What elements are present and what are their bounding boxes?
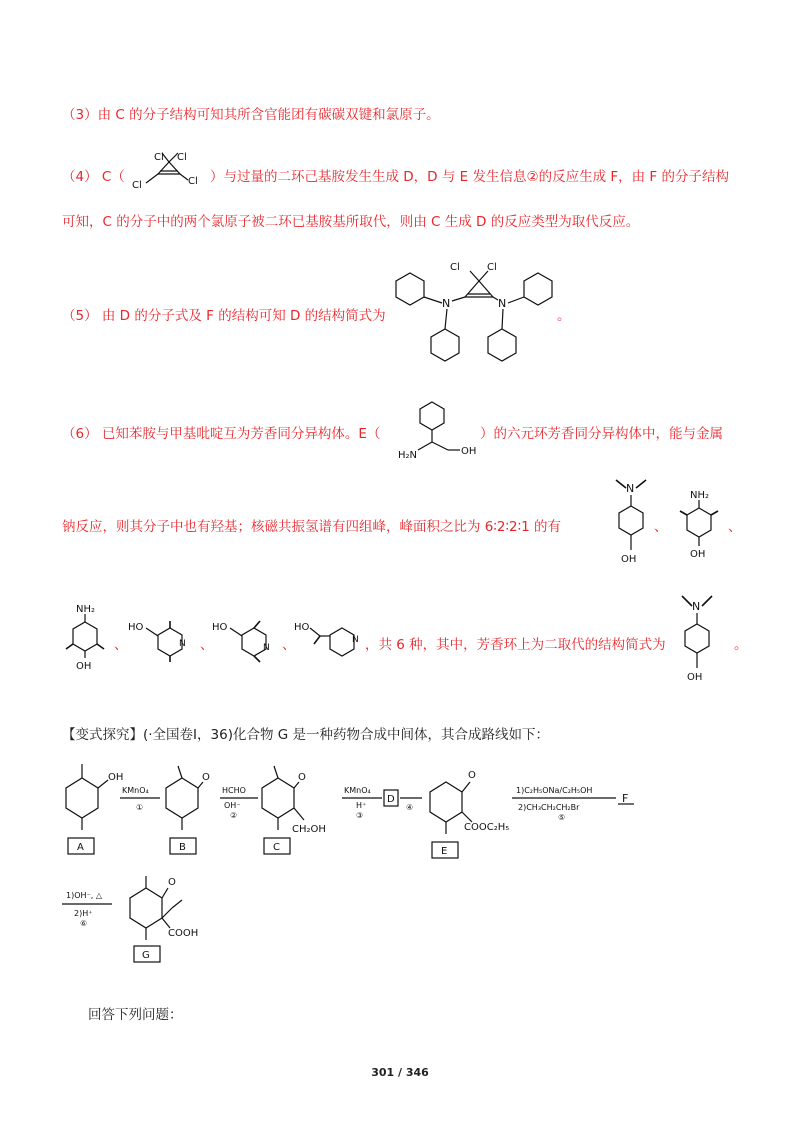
svg-text:B: B xyxy=(179,842,186,853)
isomer-1 xyxy=(612,478,652,570)
svg-text:Cl: Cl xyxy=(188,176,198,187)
svg-text:O: O xyxy=(202,772,210,783)
structure-e xyxy=(398,398,488,468)
svg-text:D: D xyxy=(387,794,395,805)
svg-text:H₂N: H₂N xyxy=(398,450,418,461)
svg-text:HO: HO xyxy=(294,622,310,633)
svg-text:OH: OH xyxy=(76,661,92,672)
variant-heading: 【变式探究】(·全国卷I，36)化合物 G 是一种药物合成中间体，其合成路线如下： xyxy=(62,727,550,743)
svg-text:A: A xyxy=(77,842,84,853)
svg-text:N: N xyxy=(263,643,270,653)
svg-text:NH₂: NH₂ xyxy=(690,490,710,501)
svg-text:KMnO₄: KMnO₄ xyxy=(344,786,371,795)
svg-text:2)H⁺: 2)H⁺ xyxy=(74,909,93,918)
para-6-start: （6） 已知苯胺与甲基吡啶互为芳香同分异构体。E（ xyxy=(62,426,381,442)
para-4-end: 可知，C 的分子中的两个氯原子被二环已基胺基所取代，则由 C 生成 D 的反应类型为取代反应。 xyxy=(62,214,640,230)
svg-text:OH: OH xyxy=(690,549,706,560)
svg-text:N: N xyxy=(179,639,186,649)
svg-text:Cl: Cl xyxy=(487,262,497,273)
page-number: 301 / 346 xyxy=(371,1066,429,1079)
para-6-end: ，共 6 种，其中，芳香环上为二取代的结构简式为 xyxy=(365,637,666,653)
structure-d xyxy=(390,255,560,375)
isomer-2 xyxy=(678,486,728,566)
isomer-4 xyxy=(128,618,198,658)
para-4-mid: ）与过量的二环己基胺发生生成 D，D 与 E 发生信息②的反应生成 F，由 F 的分子结构 xyxy=(210,169,729,185)
svg-text:Cl: Cl xyxy=(154,152,164,163)
svg-text:1)C₂H₅ONa/C₂H₅OH: 1)C₂H₅ONa/C₂H₅OH xyxy=(516,786,593,795)
para-4-start: （4） C（ xyxy=(62,169,125,185)
svg-text:N: N xyxy=(498,297,507,310)
svg-text:OH: OH xyxy=(687,672,703,683)
svg-text:Cl: Cl xyxy=(450,262,460,273)
svg-text:Cl: Cl xyxy=(132,180,142,191)
svg-text:④: ④ xyxy=(406,803,414,812)
svg-text:HO: HO xyxy=(212,622,228,633)
svg-text:O: O xyxy=(168,877,176,888)
para-6-cont: 钠反应，则其分子中也有羟基；核磁共振氢谱有四组峰，峰面积之比为 6∶2∶2∶1 的有 xyxy=(62,519,561,535)
svg-text:HCHO: HCHO xyxy=(222,786,246,795)
svg-text:OH: OH xyxy=(108,772,124,783)
svg-text:O: O xyxy=(468,770,476,781)
isomer-5 xyxy=(212,618,282,658)
synthesis-route-row1 xyxy=(60,760,700,860)
svg-text:2)CH₃CH₂CH₂Br: 2)CH₃CH₂CH₂Br xyxy=(518,803,580,812)
isomer-3 xyxy=(64,600,114,680)
svg-text:COOH: COOH xyxy=(168,928,199,939)
svg-text:N: N xyxy=(442,297,451,310)
svg-text:CH₂OH: CH₂OH xyxy=(292,824,326,835)
para-6-mid: ）的六元环芳香同分异构体中，能与金属 xyxy=(480,426,723,442)
svg-text:⑥: ⑥ xyxy=(80,919,88,928)
svg-text:N: N xyxy=(352,635,359,645)
svg-text:Cl: Cl xyxy=(177,152,187,163)
svg-text:C: C xyxy=(273,842,280,853)
svg-text:OH: OH xyxy=(461,446,477,457)
svg-text:③: ③ xyxy=(356,811,364,820)
svg-text:N: N xyxy=(626,482,635,495)
svg-text:NH₂: NH₂ xyxy=(76,604,96,615)
synthesis-route-row2 xyxy=(60,870,260,970)
svg-text:HO: HO xyxy=(128,622,144,633)
svg-text:N: N xyxy=(692,600,701,613)
answer-prompt: 回答下列问题： xyxy=(88,1007,183,1023)
svg-text:1)OH⁻, △: 1)OH⁻, △ xyxy=(66,891,102,900)
isomer-6 xyxy=(294,618,364,658)
svg-text:O: O xyxy=(298,772,306,783)
svg-text:H⁺: H⁺ xyxy=(356,801,367,810)
para-3: （3）由 C 的分子结构可知其所含官能团有碳碳双键和氯原子。 xyxy=(62,107,440,123)
svg-text:OH: OH xyxy=(621,554,637,565)
svg-text:F: F xyxy=(622,792,629,805)
svg-text:KMnO₄: KMnO₄ xyxy=(122,786,149,795)
svg-text:OH⁻: OH⁻ xyxy=(224,801,241,810)
svg-text:G: G xyxy=(142,950,150,961)
svg-text:COOC₂H₅: COOC₂H₅ xyxy=(464,822,510,833)
svg-text:②: ② xyxy=(230,811,238,820)
para-5-end: 。 xyxy=(557,308,571,324)
para-5: （5） 由 D 的分子式及 F 的结构可知 D 的结构简式为 xyxy=(62,308,386,324)
answer-structure xyxy=(678,594,718,690)
svg-text:①: ① xyxy=(136,803,144,812)
svg-text:E: E xyxy=(441,846,448,857)
structure-c-dichlorocyclopropene xyxy=(128,150,218,195)
svg-text:⑤: ⑤ xyxy=(558,813,566,822)
